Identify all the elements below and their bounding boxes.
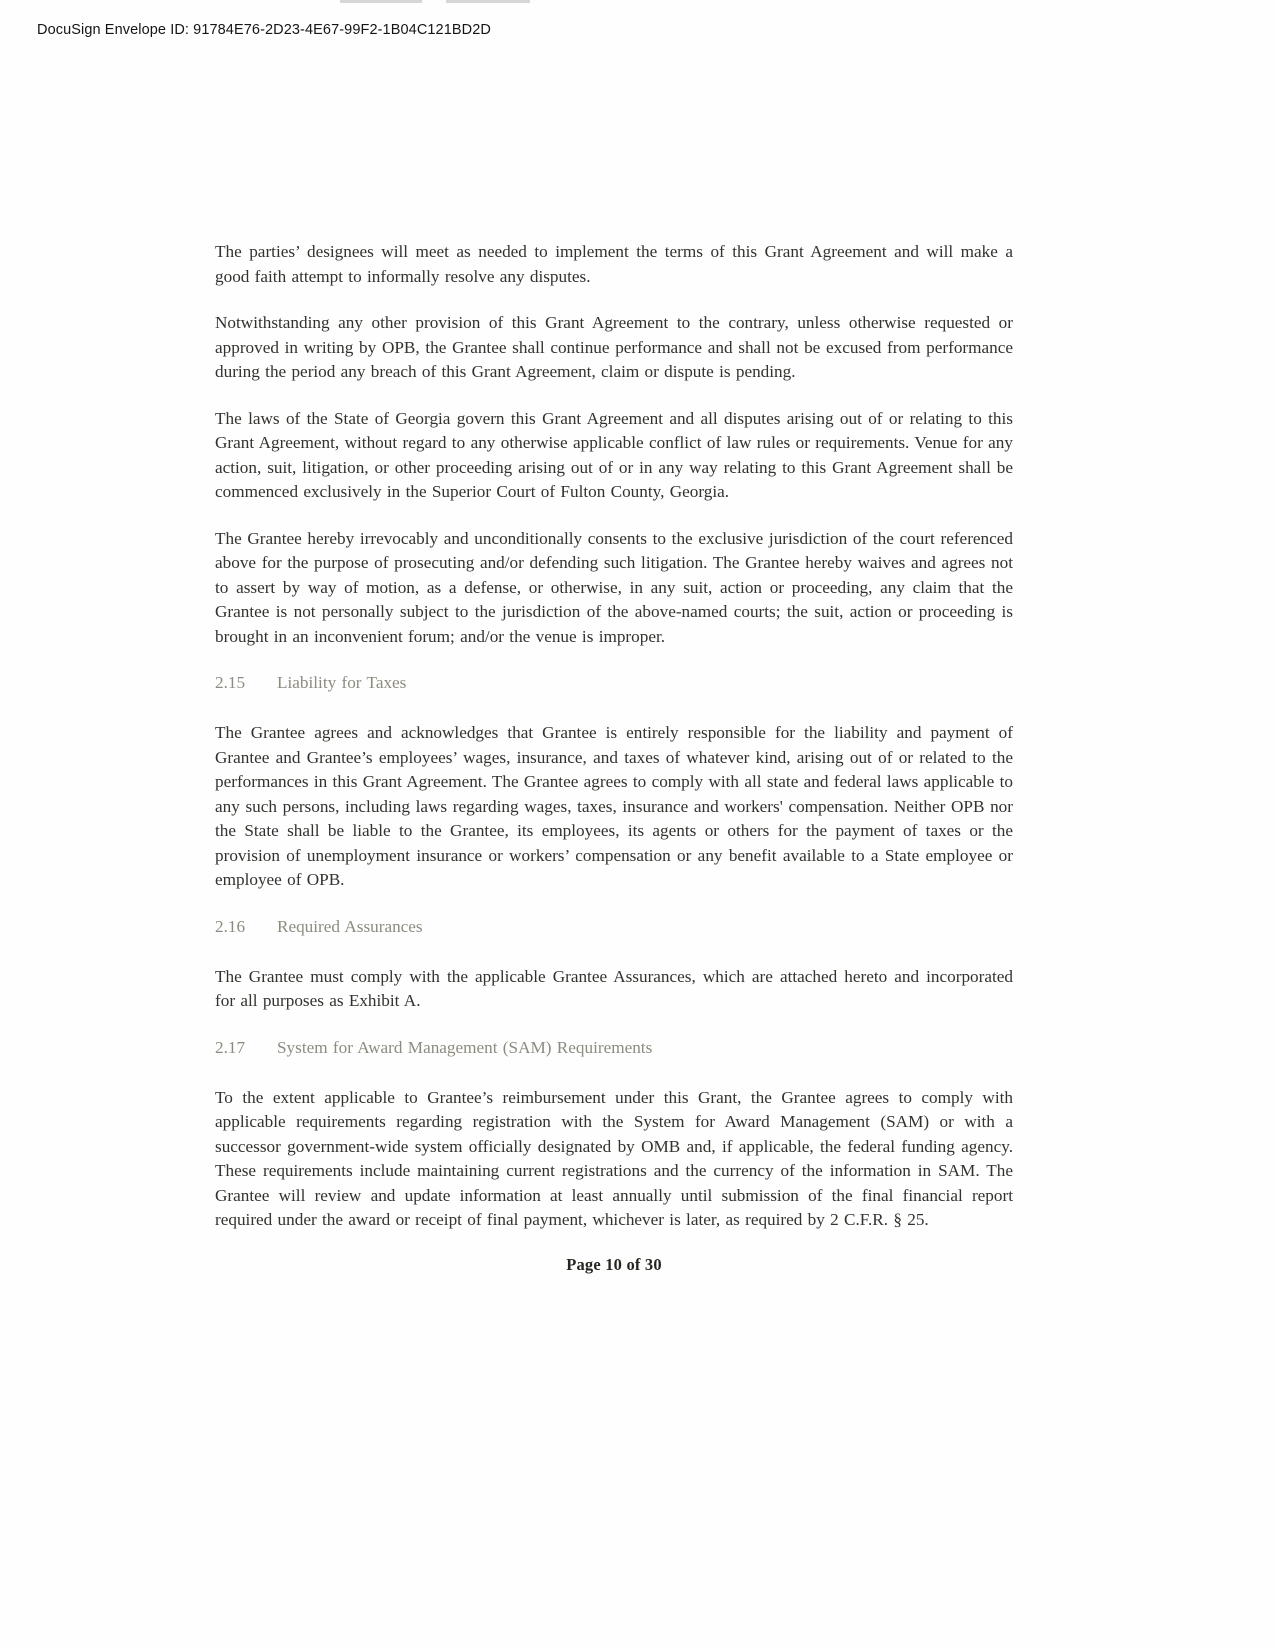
section-number-2-16: 2.16 [215, 916, 246, 936]
paragraph-continued-performance: Notwithstanding any other provision of this Grant Agreement to the contrary, unless otherwise requested or approved in writing by OPB, the Grantee shall continue performance and shall not be excused from performance during the period any breach of this Grant Agreement, claim or dispute is pending. [215, 313, 1013, 381]
paragraph-dispute-resolution: The parties’ designees will meet as needed to implement the terms of this Grant Agreement and will make a good faith attempt to informally resolve any disputes. [215, 242, 1013, 286]
scan-artifact [340, 0, 422, 3]
paragraph-jurisdiction-consent: The Grantee hereby irrevocably and unconditionally consents to the exclusive jurisdiction of the court referenced above for the purpose of prosecuting and/or defending such litigation. The Grantee hereby waives and agrees not to assert by way of motion, as a defense, or otherwise, in any suit, action or proceeding, any claim that the Grantee is not personally subject to the jurisdiction of the above-named courts; the suit, action or proceeding is brought in an inconvenient forum; and/or the venue is improper. [215, 528, 1013, 646]
section-title-required-assurances: Required Assurances [277, 916, 423, 936]
paragraph-liability-for-taxes: The Grantee agrees and acknowledges that Grantee is entirely responsible for the liability and payment of Grantee and Grantee’s employees’ wages, insurance, and taxes of whatever kind, arising out of or related to the performances in this Grant Agreement. The Grantee agrees to comply with all state and federal laws applicable to any such persons, including laws regarding wages, taxes, insurance and workers' compensation. Neither OPB nor the State shall be liable to the Grantee, its employees, its agents or others for the payment of taxes or the provision of unemployment insurance or workers’ compensation or any benefit available to a State employee or employee of OPB. [215, 723, 1013, 889]
section-heading-2-16 [215, 915, 1013, 939]
document-body [215, 240, 1013, 1275]
docusign-envelope-id: DocuSign Envelope ID: 91784E76-2D23-4E67-99F2-1B04C121BD2D [37, 22, 491, 38]
section-heading-2-17 [215, 1036, 1013, 1060]
page-number: Page 10 of 30 [566, 1254, 662, 1274]
scan-artifact [446, 0, 530, 3]
section-title-liability-for-taxes: Liability for Taxes [277, 673, 407, 692]
paragraph-sam-requirements: To the extent applicable to Grantee’s reimbursement under this Grant, the Grantee agrees to comply with applicable requirements regarding registration with the System for Award Management (SAM) or with a successor government-wide system officially designated by OMB and, if applicable, the federal funding agency. These requirements include maintaining current registrations and the currency of the information in SAM. The Grantee will review and update information at least annually until submission of the final financial report required under the award or receipt of final payment, whichever is later, as required by 2 C.F.R. § 25. [215, 1087, 1013, 1229]
section-number-2-15: 2.15 [215, 673, 246, 692]
section-number-2-17: 2.17 [215, 1037, 246, 1057]
section-heading-2-15 [215, 671, 1013, 695]
paragraph-required-assurances: The Grantee must comply with the applicable Grantee Assurances, which are attached hereto and incorporated for all purposes as Exhibit A. [215, 966, 1013, 1010]
paragraph-governing-law: The laws of the State of Georgia govern this Grant Agreement and all disputes arising out of or relating to this Grant Agreement, without regard to any otherwise applicable conflict of law rules or requirements. Venue for any action, suit, litigation, or other proceeding arising out of or in any way relating to this Grant Agreement shall be commenced exclusively in the Superior Court of Fulton County, Georgia. [215, 408, 1013, 501]
section-title-sam-requirements: System for Award Management (SAM) Requirements [277, 1037, 653, 1057]
